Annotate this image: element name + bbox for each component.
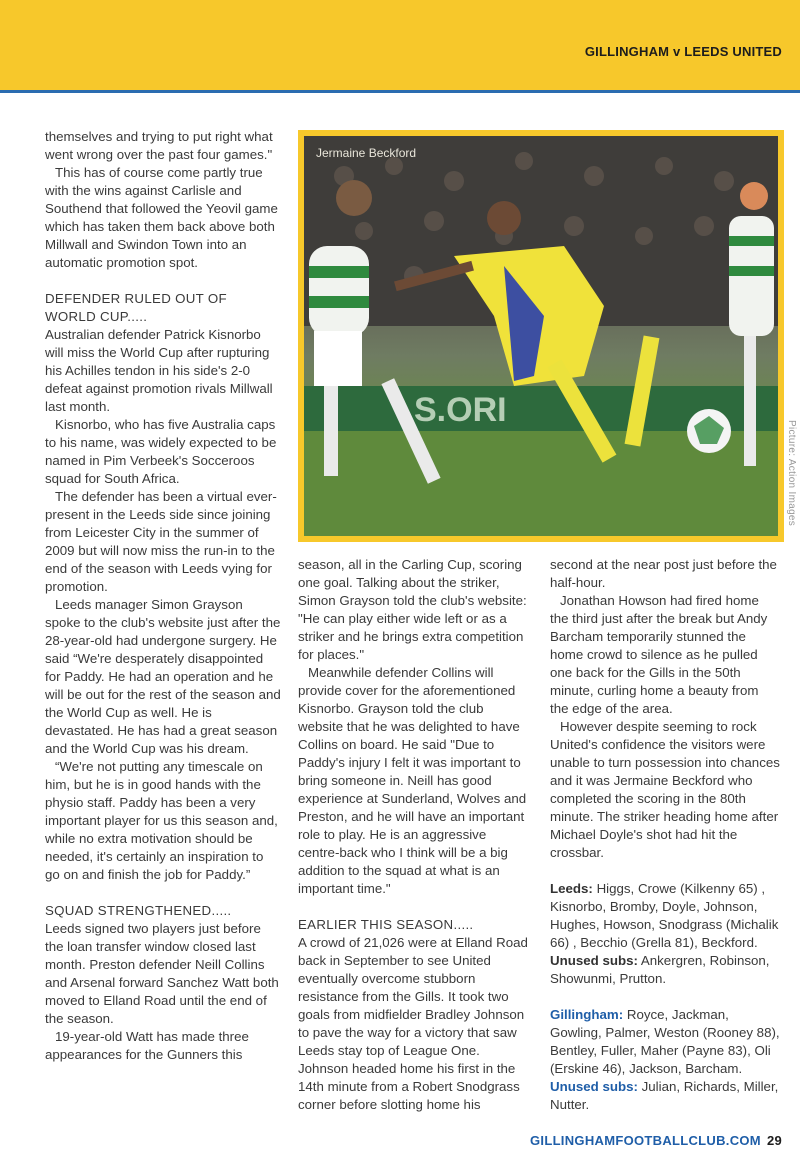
article-column-1 [45, 128, 281, 1064]
leeds-lineup [550, 880, 780, 952]
gillingham-team: Royce, Jackman, Gowling, Palmer, Weston (Rooney 88), Bentley, Fuller, Maher (Payne 83), Oli (Erskine 46), Jackson, Barcham. [550, 1007, 780, 1076]
paragraph: Meanwhile defender Collins will provide cover for the aforementioned Kisnorbo. Grayson told the club website that he was delighted to have Collins on board. He said "Due to Paddy's injury I felt it was important to bring someone in. Neill has good experience at Sunderland, Wolves and Preston, and he will have an important role to play. He is an aggressive centre-back who I think will be a big addition to the squad at what is an important time." [298, 665, 527, 896]
section-heading-earlier: EARLIER THIS SEASON..... [298, 917, 474, 932]
section-heading-defender: DEFENDER RULED OUT OF WORLD CUP..... [45, 291, 227, 324]
gillingham-label: Gillingham: [550, 1007, 624, 1022]
photo-illustration [304, 136, 778, 536]
page-header-title: GILLINGHAM v LEEDS UNITED [584, 44, 782, 59]
article-column-2 [298, 556, 528, 1114]
paragraph: This has of course come partly true with the wins against Carlisle and Southend that followed the Yeovil game which has taken them back above both Millwall and Swindon Town into an automatic promotion spot. [45, 165, 278, 270]
match-photo [304, 136, 778, 536]
paragraph: second at the near post just before the half-hour. [550, 557, 777, 590]
leeds-team: Higgs, Crowe (Kilkenny 65) , Kisnorbo, Bromby, Doyle, Johnson, Hughes, Howson, Snodgrass (Michalik 66) , Becchio (Grella 81), Beckford. [550, 881, 779, 950]
gillingham-subs-list: Julian, Richards, Miller, Nutter. [550, 1079, 779, 1112]
paragraph: The defender has been a virtual ever-present in the Leeds side since joining from Leicester City in the summer of 2009 but will now miss the run-in to the end of the season with Leeds vying for promotion. [45, 489, 277, 594]
section-heading-squad: SQUAD STRENGTHENED..... [45, 903, 232, 918]
paragraph: themselves and trying to put right what went wrong over the past four games." [45, 129, 273, 162]
leeds-label: Leeds: [550, 881, 593, 896]
paragraph: Kisnorbo, who has five Australia caps to his name, was widely expected to be named in Pim Verbeek's Socceroos squad for South Africa. [45, 417, 277, 486]
page-number: 29 [766, 1133, 782, 1148]
paragraph: Leeds manager Simon Grayson spoke to the club's website just after the 28-year-old had undergone surgery. He said “We're desperately disappointed for Paddy. He had an operation and he will be out for the rest of the season and the World Cup as well. He is devastated. He has had a great season and the World Cup was his dream. [45, 597, 281, 756]
photo-caption: Jermaine Beckford [316, 146, 417, 160]
footer-website: GILLINGHAMFOOTBALLCLUB.COM [530, 1133, 761, 1148]
paragraph: Jonathan Howson had fired home the third just after the break but Andy Barcham temporarily stunned the home crowd to silence as he pulled one back for the Gills in the 50th minute, curling home a beauty from the edge of the area. [550, 593, 768, 716]
gillingham-lineup [550, 1006, 780, 1078]
svg-text:S.ORI: S.ORI [414, 391, 507, 429]
paragraph: A crowd of 21,026 were at Elland Road back in September to see United eventually overcome stubborn resistance from the Gills. It took two goals from midfielder Bradley Johnson to pave the way for a victory that saw Leeds stay top of League One. Johnson headed home his first in the 14th minute from a Robert Snodgrass corner before slotting home his [298, 935, 528, 1112]
page-footer [530, 1133, 782, 1148]
paragraph: “We're not putting any timescale on him, but he is in good hands with the physio staff. Paddy has been a very important player for us this season and, while no extra motivation should be needed, it's certainly an inspiration to go on and finish the job for Paddy.” [45, 759, 278, 882]
photo-frame [298, 130, 784, 542]
leeds-subs [550, 952, 780, 988]
paragraph: season, all in the Carling Cup, scoring one goal. Talking about the striker, Simon Grayson told the club's website: "He can play either wide left or as a striker and he brings extra competition for places." [298, 557, 527, 662]
header-band [0, 0, 800, 93]
paragraph: Leeds signed two players just before the loan transfer window closed last month. Preston defender Neill Collins and Arsenal forward Sanchez Watt both moved to Elland Road until the end of the season. [45, 921, 279, 1026]
article-column-3 [550, 556, 780, 1114]
leeds-subs-list: Ankergren, Robinson, Showunmi, Prutton. [550, 953, 770, 986]
gillingham-subs-label: Unused subs: [550, 1079, 638, 1094]
photo-credit: Picture: Action Images [786, 420, 797, 527]
paragraph: 19-year-old Watt has made three appearances for the Gunners this [45, 1029, 249, 1062]
gillingham-subs [550, 1078, 780, 1114]
paragraph: Australian defender Patrick Kisnorbo will miss the World Cup after rupturing his Achilles tendon in his side's 2-0 defeat against promotion rivals Millwall last month. [45, 327, 273, 414]
leeds-subs-label: Unused subs: [550, 953, 638, 968]
paragraph: However despite seeming to rock United's confidence the visitors were unable to turn possession into chances and it was Jermaine Beckford who completed the scoring in the 80th minute. The striker heading home after Michael Doyle's shot had hit the crossbar. [550, 719, 780, 860]
